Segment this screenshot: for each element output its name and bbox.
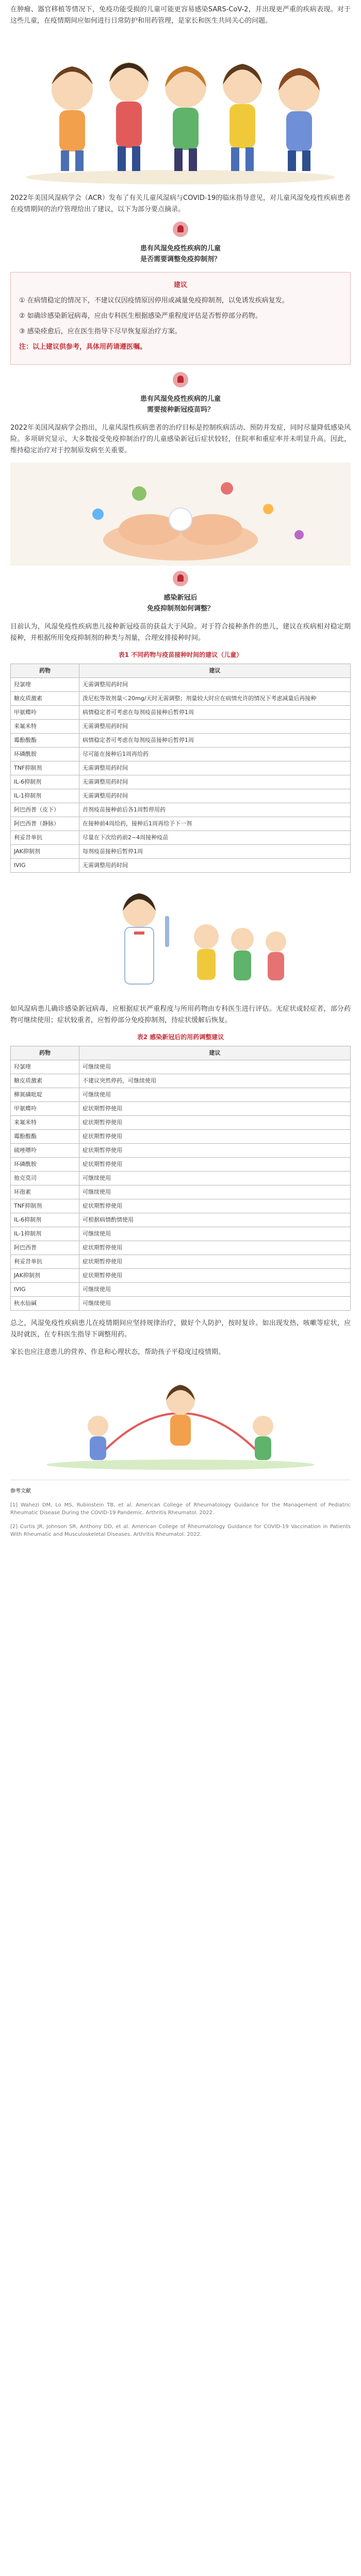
table-1-header-advice: 建议 (79, 664, 351, 678)
hands-illustration (10, 463, 351, 566)
advice-cell: 可继续使用 (79, 1227, 351, 1241)
table-2 (10, 1046, 351, 1311)
advice-cell: 无需调整用药时间 (79, 789, 351, 803)
table-row (11, 789, 351, 803)
drug-cell: 阿巴西普（皮下） (11, 803, 79, 817)
drug-cell: 柳氮磺吡啶 (11, 1088, 79, 1102)
table-row (11, 1297, 351, 1311)
reference-1: [1] Wahezi DM, Lo MS, Rubinstein TB, et al. American College of Rheumatology Guidance for the Management of Pediatric Rheumatic Disease During the COVID-19 Pandemic. Arthritis Rheumatol. 2022. (10, 1502, 351, 1516)
drug-cell: 利妥昔单抗 (11, 831, 79, 845)
hands-virus-image (10, 463, 351, 566)
kids-illustration (10, 33, 351, 188)
section-3-paragraph: 如风湿病患儿确诊感染新冠病毒，应根据症状严重程度与所用药物由专科医生进行评估。无症状或轻症者，部分药物可继续使用；症状较重者，应暂停部分免疫抑制剂，待症状缓解后恢复。 (10, 1005, 351, 1024)
drug-cell: 阿巴西普 (11, 1241, 79, 1255)
drug-cell: 羟氯喹 (11, 1060, 79, 1074)
drug-cell: 利妥昔单抗 (11, 1255, 79, 1269)
table-row (11, 1144, 351, 1158)
table-row (11, 831, 351, 845)
intro-section (10, 0, 351, 27)
advice-cell: 尽量在下次给药前2~4周接种疫苗 (79, 831, 351, 845)
table-row (11, 1283, 351, 1297)
table-2-title: 表2 感染新冠后的用药调整建议 (137, 1033, 224, 1041)
advice-cell: 症状期暂停使用 (79, 1241, 351, 1255)
drug-cell: 环磷酰胺 (11, 1158, 79, 1172)
table-row (11, 1130, 351, 1144)
answer-1-item-2: ② 如确诊感染新冠病毒，应由专科医生根据感染严重程度评估是否暂停部分药物。 (19, 312, 262, 320)
question-3-line-2: 免疫抑制剂如何调整？ (146, 605, 214, 613)
table-row (11, 1158, 351, 1172)
drug-cell: 甲氨蝶呤 (11, 1102, 79, 1116)
table-row (11, 761, 351, 775)
drug-cell: 糖皮质激素 (11, 692, 79, 706)
drug-cell: IL-6抑制剂 (11, 1213, 79, 1227)
advice-cell: 可继续使用 (79, 1185, 351, 1199)
drug-cell: 阿巴西普（静脉） (11, 817, 79, 831)
drug-cell: 硫唑嘌呤 (11, 1144, 79, 1158)
drug-cell: IL-6抑制剂 (11, 775, 79, 789)
advice-cell: 在接种前4周给药，接种后1周再给予下一剂 (79, 817, 351, 831)
advice-cell: 可继续使用 (79, 1060, 351, 1074)
drug-cell: TNF抑制剂 (11, 761, 79, 775)
question-2-line-2: 需要接种新冠疫苗吗？ (146, 406, 214, 414)
advice-cell: 症状期暂停使用 (79, 1144, 351, 1158)
drug-cell: JAK抑制剂 (11, 1269, 79, 1283)
drug-cell: TNF抑制剂 (11, 1199, 79, 1213)
drug-cell: IL-1抑制剂 (11, 1227, 79, 1241)
section-2-paragraph: 目前认为，风湿免疫性疾病患儿接种新冠疫苗的获益大于风险。对于符合接种条件的患儿，建议在疾病相对稳定期接种，并根据所用免疫抑制剂的种类与剂量，合理安排接种时间。 (10, 623, 351, 642)
table-row (11, 1199, 351, 1213)
table-row (11, 720, 351, 734)
section-4-paragraph-1: 总之，风湿免疫性疾病患儿在疫情期间应坚持规律治疗，做好个人防护，按时复诊。如出现发热、咳嗽等症状，应及时就医，在专科医生指导下调整用药。 (10, 1319, 351, 1338)
table-row (11, 775, 351, 789)
drug-cell: IVIG (11, 859, 79, 873)
section-4-paragraph-2: 家长也应注意患儿的营养、作息和心理状态，帮助孩子平稳度过疫情期。 (10, 1348, 225, 1356)
drug-cell: 来氟米特 (11, 1116, 79, 1130)
table-row (11, 692, 351, 706)
advice-cell: 可继续使用 (79, 1297, 351, 1311)
table-row (11, 803, 351, 817)
doctor-kids-image (10, 880, 351, 998)
table-row (11, 817, 351, 831)
table-row (11, 1241, 351, 1255)
drug-cell: JAK抑制剂 (11, 845, 79, 859)
question-1-line-2: 是否需要调整免疫抑制剂？ (140, 256, 221, 263)
table-1-title: 表1 不同药物与疫苗接种时间的建议（儿童） (118, 651, 243, 658)
table-row (11, 1074, 351, 1088)
advice-cell: 症状期暂停使用 (79, 1130, 351, 1144)
advice-cell: 可继续使用 (79, 1088, 351, 1102)
table-row (11, 1102, 351, 1116)
advice-cell: 症状期暂停使用 (79, 1158, 351, 1172)
table-2-header-drug: 药物 (11, 1046, 79, 1060)
advice-cell: 无需调整用药时间 (79, 720, 351, 734)
table-row (11, 1227, 351, 1241)
answer-1-item-3: ③ 感染痊愈后，应在医生指导下尽早恢复原治疗方案。 (19, 328, 182, 335)
question-1-line-1: 患有风湿免疫性疾病的儿童 (140, 245, 221, 252)
references (10, 1487, 351, 1538)
advice-cell: 可根据病情酌情使用 (79, 1213, 351, 1227)
drug-cell: 来氟米特 (11, 720, 79, 734)
table-row (11, 1088, 351, 1102)
table-2-header-advice: 建议 (79, 1046, 351, 1060)
drug-cell: 他克莫司 (11, 1172, 79, 1185)
jump-rope-illustration (10, 1364, 351, 1472)
advice-cell: 尽可能在接种后1周再给药 (79, 748, 351, 761)
table-row (11, 845, 351, 859)
table-row (11, 1185, 351, 1199)
answer-1-item-1: ① 在病情稳定的情况下，不建议仅因疫情原因停用或减量免疫抑制剂，以免诱发疾病复发。 (19, 297, 289, 304)
question-badge-icon (173, 222, 188, 237)
intro-paragraph-1: 在肿瘤、器官移植等情况下，免疫功能受损的儿童可能更容易感染SARS-CoV-2，并出现更严重的疾病表现。对于这些儿童，在疫情期间应如何进行日常防护和用药管理，是家长和医生共同关心的问题。 (10, 6, 351, 25)
table-row (11, 1116, 351, 1130)
advice-cell: 症状期暂停使用 (79, 1269, 351, 1283)
drug-cell: IL-1抑制剂 (11, 789, 79, 803)
section-1-paragraph: 2022年美国风湿病学会指出，儿童风湿性疾病患者的治疗目标是控制疾病活动、预防并发症，同时尽量降低感染风险。多项研究显示，大多数接受免疫抑制治疗的儿童感染新冠后症状较轻，住院率和重症率并未明显升高。因此，维持稳定治疗对于控制原发病至关重要。 (10, 424, 351, 454)
table-row (11, 1172, 351, 1185)
advice-cell: 每剂疫苗接种后暂停1周 (79, 845, 351, 859)
jump-rope-image (10, 1364, 351, 1472)
table-row (11, 859, 351, 873)
advice-cell: 首剂疫苗接种前后各1周暂停用药 (79, 803, 351, 817)
table-row (11, 1255, 351, 1269)
table-row (11, 1060, 351, 1074)
references-title: 参考文献 (10, 1488, 31, 1494)
table-row (11, 1269, 351, 1283)
doctor-illustration (10, 880, 351, 998)
advice-cell: 可继续使用 (79, 1283, 351, 1297)
advice-cell: 症状期暂停使用 (79, 1116, 351, 1130)
drug-cell: IVIG (11, 1283, 79, 1297)
advice-cell: 症状期暂停使用 (79, 1102, 351, 1116)
table-row (11, 706, 351, 720)
advice-cell: 无需调整用药时间 (79, 761, 351, 775)
table-row (11, 748, 351, 761)
advice-cell: 症状期暂停使用 (79, 1199, 351, 1213)
table-row (11, 1213, 351, 1227)
advice-cell: 泼尼松等效剂量＜20mg/天时无需调整；剂量较大时应在病情允许的情况下考虑减量后再接种 (79, 692, 351, 706)
drug-cell: 霉酚酸酯 (11, 1130, 79, 1144)
table-row (11, 678, 351, 692)
kids-illustration-image (10, 33, 351, 188)
question-badge-icon (173, 372, 188, 387)
drug-cell: 秋水仙碱 (11, 1297, 79, 1311)
table-1 (10, 664, 351, 873)
advice-cell: 病情稳定者可考虑在每剂疫苗接种后暂停1周 (79, 706, 351, 720)
advice-cell: 无需调整用药时间 (79, 678, 351, 692)
question-2-line-1: 患有风湿免疫性疾病的儿童 (140, 395, 221, 403)
advice-cell: 可继续使用 (79, 1172, 351, 1185)
answer-1-note: 注：以上建议供参考，具体用药请遵医嘱。 (19, 343, 147, 351)
advice-cell: 不建议突然停药，可继续使用 (79, 1074, 351, 1088)
advice-cell: 无需调整用药时间 (79, 859, 351, 873)
question-badge-icon (173, 571, 188, 586)
table-row (11, 734, 351, 748)
drug-cell: 霉酚酸酯 (11, 734, 79, 748)
advice-cell: 无需调整用药时间 (79, 775, 351, 789)
question-3-line-1: 感染新冠后 (163, 594, 198, 602)
reference-2: [2] Curtis JR, Johnson SR, Anthony DD, et al. American College of Rheumatology Guidance for COVID-19 Vaccination in Patients With Rheumatic and Musculoskeletal Diseases. Arthritis Rheumatol. 2022. (10, 1524, 351, 1537)
advice-cell: 症状期暂停使用 (79, 1255, 351, 1269)
intro-paragraph-2: 2022年美国风湿病学会（ACR）发布了有关儿童风湿病与COVID-19的临床指导意见，对儿童风湿免疫性疾病患者在疫情期间的治疗管理给出了建议，以下为部分要点摘录。 (10, 194, 351, 213)
drug-cell: 羟氯喹 (11, 678, 79, 692)
question-1 (10, 222, 351, 265)
answer-box-1 (10, 272, 351, 365)
question-3 (10, 571, 351, 614)
drug-cell: 糖皮质激素 (11, 1074, 79, 1088)
question-2 (10, 372, 351, 415)
drug-cell: 甲氨蝶呤 (11, 706, 79, 720)
drug-cell: 环孢素 (11, 1185, 79, 1199)
table-1-header-drug: 药物 (11, 664, 79, 678)
answer-title: 建议 (173, 281, 187, 289)
advice-cell: 病情稳定者可考虑在每剂疫苗接种后暂停1周 (79, 734, 351, 748)
drug-cell: 环磷酰胺 (11, 748, 79, 761)
